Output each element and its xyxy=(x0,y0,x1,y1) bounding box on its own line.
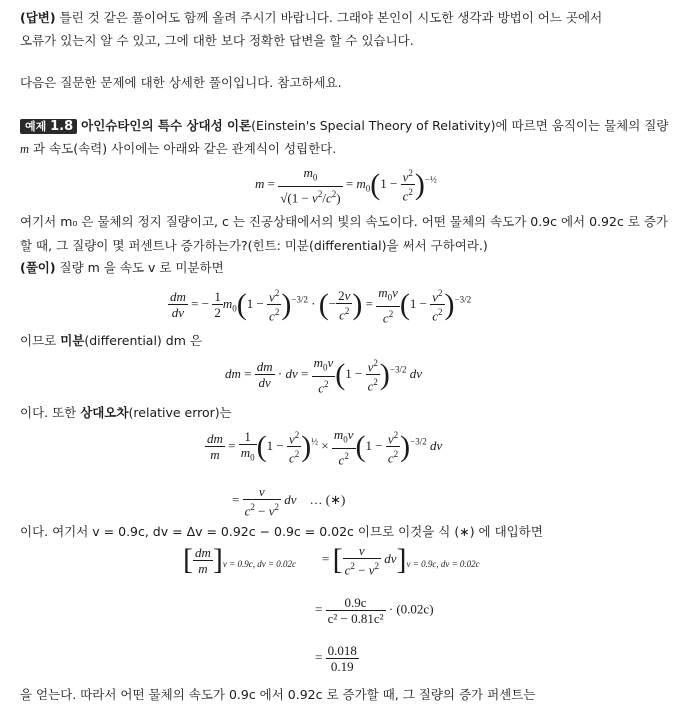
eval-condition-right: v = 0.9c, dv = 0.02c xyxy=(406,558,480,569)
equation-step-2: = $\frac{0.018}{0.19}$ xyxy=(315,643,357,674)
differential-term: 미분 xyxy=(60,333,85,348)
var-m: m xyxy=(20,142,30,156)
step-1-numerator: 0.9c xyxy=(326,595,386,611)
relative-error-term: 상대오차 xyxy=(80,405,129,420)
example-badge-number: 1.8 xyxy=(50,119,74,134)
intro-line-2: 오류가 있는지 알 수 있고, 그에 대한 보다 정확한 답변을 할 수 있습니다. xyxy=(20,33,414,48)
example-badge-label: 예제 xyxy=(25,120,47,133)
last-line: 을 얻는다. 따라서 어떤 물체의 속도가 0.9c 에서 0.92c 로 증가할 때, 그 질량의 증가 퍼센트는 xyxy=(20,687,536,702)
solution-line-1-text: 질량 m 을 속도 v 로 미분하면 xyxy=(55,260,224,275)
equation-star: = $\frac{v}{c^2 - v^2}$ dv … (∗) xyxy=(232,484,346,519)
intro-answer-label: (답변) xyxy=(20,10,56,25)
equation-star-label: … (∗) xyxy=(309,492,346,508)
differential-line xyxy=(20,331,202,349)
step-1-factor: · (0.02c) xyxy=(388,601,434,617)
problem-line-2: 할 때, 그 질량이 몇 퍼센트나 증가하는가?(힌트: 미분(differential)을 써서 구하여라.) xyxy=(20,238,488,253)
example-title: 아인슈타인의 특수 상대성 이론 xyxy=(81,118,252,133)
intro-line-3: 다음은 질문한 문제에 대한 상세한 풀이입니다. 참고하세요. xyxy=(20,75,342,90)
intro-line-1 xyxy=(20,8,602,26)
equation-mass: m = $\frac{m_0}{√(1 - v^2/c^2)}$ = $m_0(1$ − $\frac{v^2}{c^2}$ )$^{-\frac{1}{2}}$ xyxy=(255,165,437,205)
relative-error-rest: (relative error)는 xyxy=(128,405,232,420)
step-2-numerator: 0.018 xyxy=(327,643,357,658)
equation-step-1: = $\frac{0.9c}{\text{c² − 0.81c²}}$ · (0.02c) xyxy=(315,595,434,626)
solution-line-1 xyxy=(20,258,224,276)
substitute-line: 이다. 여기서 v = 0.9c, dv = Δv = 0.92c − 0.9c = 0.02c 이므로 이것을 식 (∗) 에 대입하면 xyxy=(20,524,543,539)
intro-line-1-text: 틀린 것 같은 풀이어도 함께 올려 주시기 바랍니다. 그래야 본인이 시도한 생각과 방법이 어느 곳에서 xyxy=(55,10,603,25)
problem-line-1: 여기서 m₀ 은 물체의 정지 질량이고, c 는 진공상태에서의 빛의 속도이다. 어떤 물체의 속도가 0.9c 에서 0.92c 로 증가 xyxy=(20,214,668,229)
example-line-2 xyxy=(20,139,336,157)
equation-relative-error: $\frac{dm}{m}$ = $\frac{1}{m_0}$ (1 − $\frac{v^2}{c^2}$ )$^{\frac{1}{2}}$ × $\frac{m_0v}{c^2}$ (1 − $\frac{v^2}{c^2}$ )$^{-3/2}$ dv xyxy=(207,427,443,467)
equation-dm: dm = $\frac{dm}{dv}$ · dv = $\frac{m_0v}{c^2}$ (1 − $\frac{v^2}{c^2}$ )$^{-3/2}$ dv xyxy=(225,355,422,395)
equation-evaluated: [ $\frac{dm}{m}$ ]$_{v = 0.9c, dv = 0.02c}$ = [ $\frac{v}{c^2 - v^2}$ $dv]_{v = 0.9c, dv = 0.02c}$ xyxy=(183,543,480,578)
example-badge xyxy=(20,119,77,134)
relative-error-line xyxy=(20,403,232,421)
step-2-denominator: 0.19 xyxy=(330,659,354,674)
example-title-line xyxy=(20,116,668,134)
example-title-rest: (Einstein's Special Theory of Relativity)에 따르면 움직이는 물체의 질량 xyxy=(251,118,669,133)
eval-condition-left: v = 0.9c, dv = 0.02c xyxy=(222,558,297,569)
step-1-denominator: c² − 0.81c² xyxy=(327,611,384,626)
differential-line-rest: (differential) dm 은 xyxy=(84,333,202,348)
relative-error-prefix: 이다. 또한 xyxy=(20,405,81,420)
example-line-2-text: 과 속도(속력) 사이에는 아래와 같은 관계식이 성립한다. xyxy=(33,141,337,156)
solution-label: (풀이) xyxy=(20,260,56,275)
equation-derivative: $\frac{dm}{dv}$ = − $\frac{1}{2}$ $m_0(1$ − $\frac{v^2}{c^2}$ )$^{-3/2}$ · (− $\frac{2v}{c^2}$ ) = $\frac{m_0v}{c^2}$ (1 − $\frac{v^2}{c^2}$ )$^{-3/2}$ xyxy=(170,285,472,325)
differential-line-prefix: 이므로 xyxy=(20,333,61,348)
